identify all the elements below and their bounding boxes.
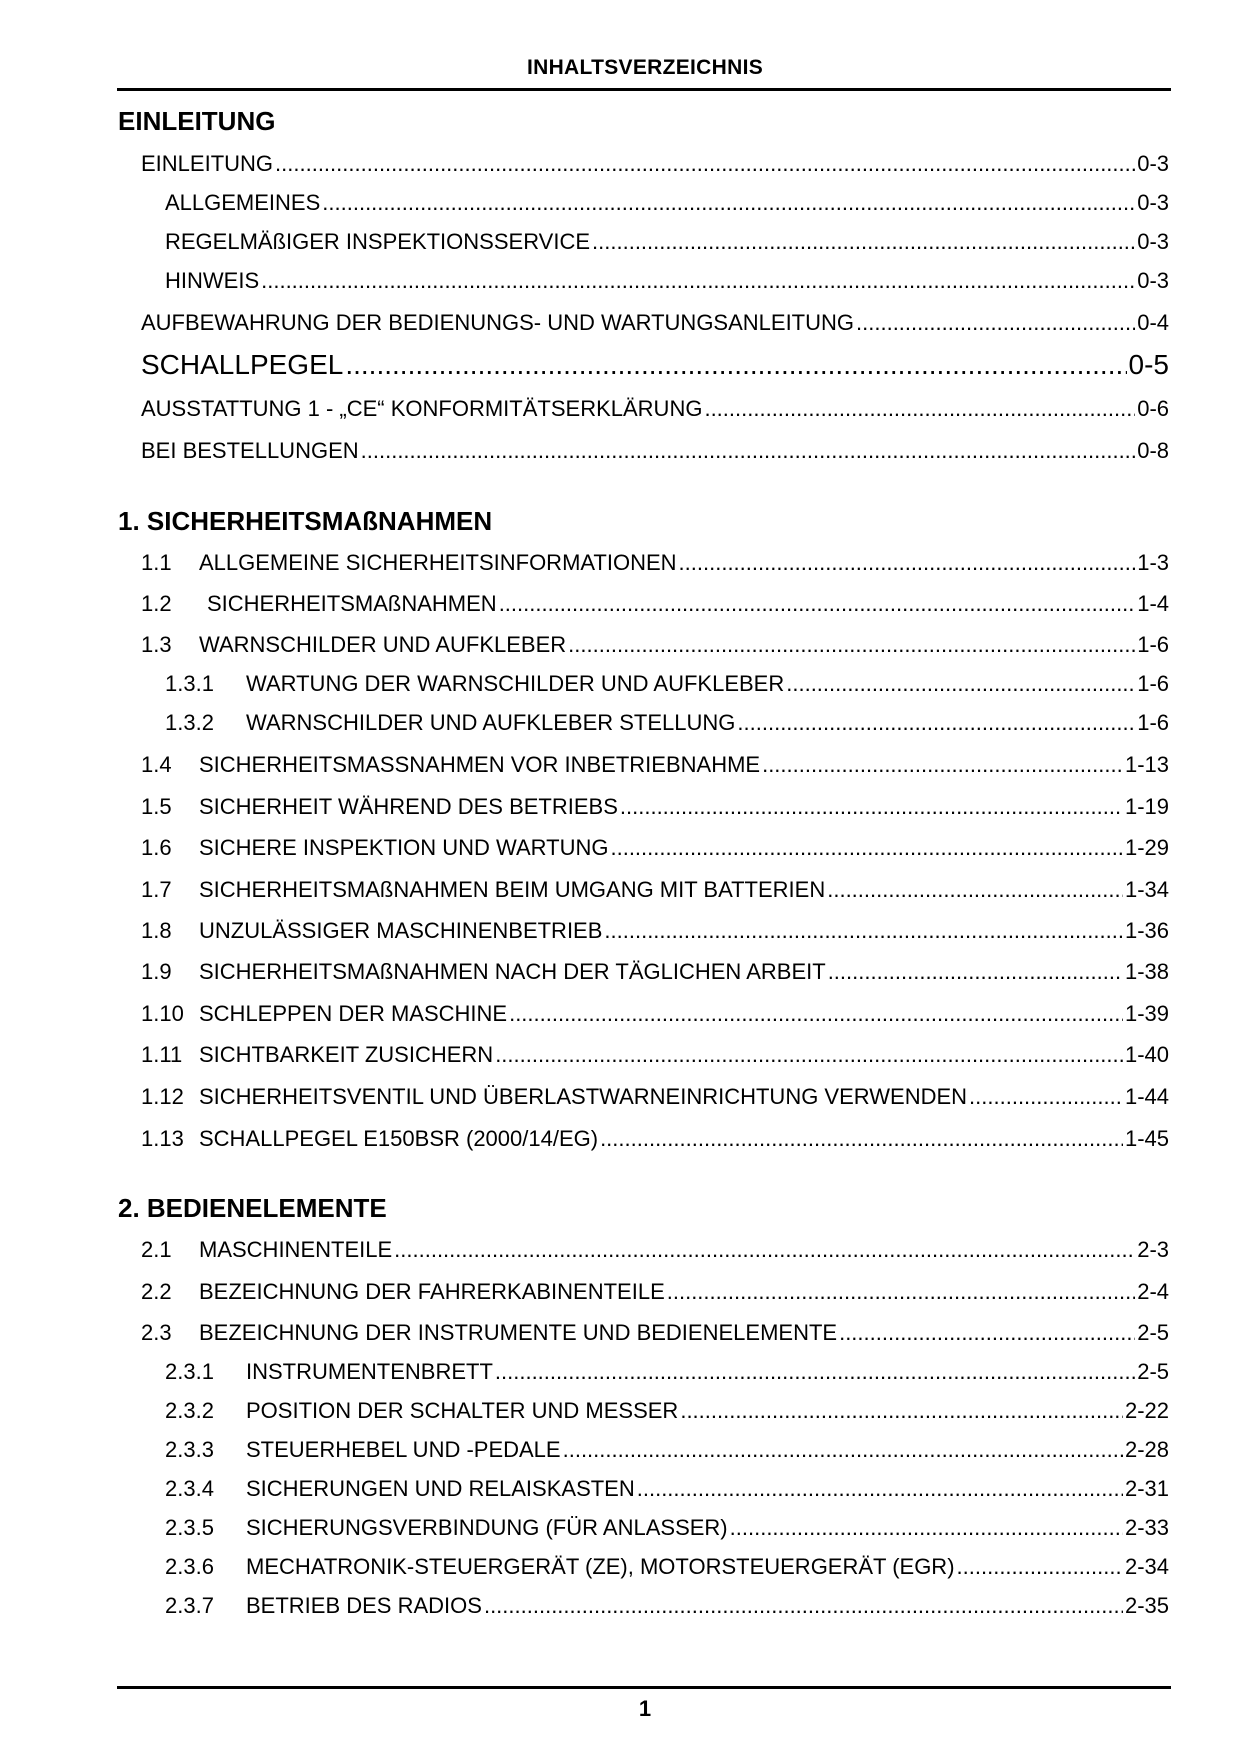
- toc-entry-page: 1-45: [1124, 1126, 1169, 1151]
- toc-entry-title: SCHALLPEGEL E150BSR (2000/14/EG): [199, 1126, 599, 1151]
- toc-entry-title: SICHERUNGSVERBINDUNG (FÜR ANLASSER): [246, 1515, 728, 1540]
- toc-entry[interactable]: [141, 916, 1169, 946]
- toc-leader-dots: [322, 188, 1135, 218]
- toc-leader-dots: [957, 1552, 1123, 1582]
- toc-entry-title: WARNSCHILDER UND AUFKLEBER STELLUNG: [246, 710, 736, 735]
- toc-entry[interactable]: [165, 1435, 1169, 1465]
- toc-entry[interactable]: [141, 589, 1169, 619]
- toc-entry-page: 2-35: [1124, 1593, 1169, 1618]
- toc-entry[interactable]: [165, 188, 1169, 218]
- toc-entry-title: SICHERHEITSVENTIL UND ÜBERLASTWARNEINRICHTUNG VERWENDEN: [199, 1084, 968, 1109]
- section-heading-einleitung: EINLEITUNG: [118, 106, 276, 136]
- toc-leader-dots: [839, 1318, 1135, 1348]
- toc-entry-page: 1-29: [1124, 835, 1169, 860]
- toc-leader-dots: [361, 436, 1136, 466]
- toc-entry[interactable]: [165, 1474, 1169, 1504]
- toc-entry-title: SICHERHEITSMAßNAHMEN BEIM UMGANG MIT BATTERIEN: [199, 877, 826, 902]
- toc-entry-title: SICHERUNGEN UND RELAISKASTEN: [246, 1476, 635, 1501]
- toc-entry-title: ALLGEMEINE SICHERHEITSINFORMATIONEN: [199, 550, 677, 575]
- toc-entry-title: SICHTBARKEIT ZUSICHERN: [199, 1042, 494, 1067]
- toc-entry[interactable]: [141, 1318, 1169, 1348]
- toc-entry-page: 2-22: [1124, 1398, 1169, 1423]
- toc-entry[interactable]: [141, 347, 1169, 383]
- toc-leader-dots: [345, 347, 1126, 383]
- toc-entry-page: 0-3: [1137, 268, 1169, 293]
- toc-entry-page: 0-8: [1137, 438, 1169, 463]
- toc-entry-title: MASCHINENTEILE: [199, 1237, 393, 1262]
- toc-entry-page: 2-5: [1137, 1320, 1169, 1345]
- toc-entry-title: HINWEIS: [165, 268, 260, 293]
- toc-entry[interactable]: [165, 266, 1169, 296]
- toc-entry[interactable]: [165, 669, 1169, 699]
- toc-entry-title: SICHERHEITSMASSNAHMEN VOR INBETRIEBNAHME: [199, 752, 761, 777]
- page-header-title: INHALTSVERZEICHNIS: [526, 56, 764, 79]
- toc-entry-page: 1-6: [1137, 632, 1169, 657]
- toc-entry-page: 1-6: [1137, 671, 1169, 696]
- toc-entry-title: AUSSTATTUNG 1 - „CE“ KONFORMITÄTSERKLÄRUNG: [141, 396, 703, 421]
- toc-entry[interactable]: [141, 792, 1169, 822]
- toc-entry[interactable]: [141, 999, 1169, 1029]
- toc-entry-title: AUFBEWAHRUNG DER BEDIENUNGS- UND WARTUNGSANLEITUNG: [141, 310, 855, 335]
- toc-entry[interactable]: [141, 1277, 1169, 1307]
- toc-leader-dots: [394, 1235, 1135, 1265]
- toc-leader-dots: [495, 1040, 1123, 1070]
- toc-entry[interactable]: [141, 630, 1169, 660]
- section-heading-controls: 2. BEDIENELEMENTE: [118, 1193, 387, 1223]
- toc-entry-page: 1-38: [1124, 959, 1169, 984]
- toc-leader-dots: [786, 669, 1135, 699]
- toc-entry[interactable]: [141, 875, 1169, 905]
- toc-entry-page: 1-44: [1124, 1084, 1169, 1109]
- toc-entry[interactable]: [165, 1357, 1169, 1387]
- toc-leader-dots: [969, 1082, 1123, 1112]
- toc-entry-number: 2.3: [141, 1320, 172, 1345]
- toc-leader-dots: [495, 1357, 1135, 1387]
- toc-leader-dots: [499, 589, 1136, 619]
- toc-entry-title: BEZEICHNUNG DER FAHRERKABINENTEILE: [199, 1279, 665, 1304]
- toc-entry[interactable]: [141, 1124, 1169, 1154]
- toc-leader-dots: [827, 875, 1123, 905]
- toc-entry-page: 1-19: [1124, 794, 1169, 819]
- toc-entry-page: 2-31: [1124, 1476, 1169, 1501]
- toc-entry-title: SICHERHEITSMAßNAHMEN NACH DER TÄGLICHEN ARBEIT: [199, 959, 826, 984]
- toc-entry-page: 2-34: [1124, 1554, 1169, 1579]
- toc-leader-dots: [563, 1435, 1123, 1465]
- toc-entry[interactable]: [141, 750, 1169, 780]
- toc-entry-title: STEUERHEBEL UND -PEDALE: [246, 1437, 561, 1462]
- toc-leader-dots: [856, 308, 1135, 338]
- toc-entry[interactable]: [141, 1082, 1169, 1112]
- toc-leader-dots: [610, 833, 1122, 863]
- toc-entry-page: 0-4: [1137, 310, 1169, 335]
- toc-entry-page: 1-34: [1124, 877, 1169, 902]
- toc-leader-dots: [680, 1396, 1123, 1426]
- toc-entry-number: 1.3: [141, 632, 172, 657]
- toc-entry-number: 1.11: [141, 1042, 183, 1067]
- toc-entry-page: 1-40: [1124, 1042, 1169, 1067]
- toc-entry-title: BEZEICHNUNG DER INSTRUMENTE UND BEDIENELEMENTE: [199, 1320, 838, 1345]
- toc-leader-dots: [620, 792, 1123, 822]
- toc-entry[interactable]: [141, 149, 1169, 179]
- toc-entry-page: 2-4: [1137, 1279, 1169, 1304]
- toc-entry[interactable]: [165, 708, 1169, 738]
- toc-entry-number: 1.6: [141, 835, 172, 860]
- toc-entry-number: 1.8: [141, 918, 172, 943]
- toc-entry-number: 1.10: [141, 1001, 184, 1026]
- toc-entry-title: BETRIEB DES RADIOS: [246, 1593, 482, 1618]
- toc-leader-dots: [637, 1474, 1123, 1504]
- toc-entry-number: 2.3.3: [165, 1437, 214, 1462]
- toc-entry-page: 2-28: [1124, 1437, 1169, 1462]
- toc-entry[interactable]: [165, 227, 1169, 257]
- toc-leader-dots: [762, 750, 1123, 780]
- page-number: 1: [638, 1696, 652, 1721]
- toc-entry[interactable]: [141, 548, 1169, 578]
- toc-entry-number: 1.1: [141, 550, 172, 575]
- toc-leader-dots: [604, 916, 1123, 946]
- toc-entry-page: 1-3: [1137, 550, 1169, 575]
- toc-entry[interactable]: [165, 1513, 1169, 1543]
- toc-leader-dots: [275, 149, 1135, 179]
- toc-entry-number: 1.12: [141, 1084, 184, 1109]
- toc-entry-title: BEI BESTELLUNGEN: [141, 438, 359, 463]
- toc-entry-page: 0-6: [1137, 396, 1169, 421]
- toc-entry-title: WARTUNG DER WARNSCHILDER UND AUFKLEBER: [246, 671, 785, 696]
- toc-entry-number: 2.3.7: [165, 1593, 214, 1618]
- toc-entry-number: 2.2: [141, 1279, 172, 1304]
- toc-leader-dots: [679, 548, 1136, 578]
- toc-entry-number: 2.3.6: [165, 1554, 214, 1579]
- footer-rule: [117, 1686, 1171, 1689]
- toc-entry-number: 2.3.5: [165, 1515, 214, 1540]
- toc-entry-title: ALLGEMEINES: [165, 190, 321, 215]
- toc-entry[interactable]: [165, 1396, 1169, 1426]
- toc-entry-title: MECHATRONIK-STEUERGERÄT (ZE), MOTORSTEUERGERÄT (EGR): [246, 1554, 955, 1579]
- toc-leader-dots: [737, 708, 1135, 738]
- toc-entry-number: 1.3.1: [165, 671, 214, 696]
- toc-entry-page: 1-36: [1124, 918, 1169, 943]
- section-heading-safety: 1. SICHERHEITSMAßNAHMEN: [118, 506, 493, 536]
- toc-entry-page: 0-3: [1137, 229, 1169, 254]
- toc-entry-page: 2-3: [1137, 1237, 1169, 1262]
- toc-entry-title: INSTRUMENTENBRETT: [246, 1359, 493, 1384]
- toc-entry-number: 2.3.2: [165, 1398, 214, 1423]
- toc-entry-page: 1-39: [1124, 1001, 1169, 1026]
- toc-leader-dots: [704, 394, 1135, 424]
- toc-entry-title: SICHERE INSPEKTION UND WARTUNG: [199, 835, 609, 860]
- toc-entry-page: 2-33: [1124, 1515, 1169, 1540]
- toc-entry[interactable]: [141, 957, 1169, 987]
- toc-entry-title: WARNSCHILDER UND AUFKLEBER: [199, 632, 567, 657]
- toc-entry-page: 1-4: [1137, 591, 1169, 616]
- toc-entry-number: 2.1: [141, 1237, 172, 1262]
- toc-leader-dots: [828, 957, 1123, 987]
- toc-entry-title: UNZULÄSSIGER MASCHINENBETRIEB: [199, 918, 603, 943]
- toc-entry-title: SICHERHEIT WÄHREND DES BETRIEBS: [199, 794, 618, 819]
- toc-entry-number: 2.3.1: [165, 1359, 214, 1384]
- toc-leader-dots: [667, 1277, 1135, 1307]
- toc-entry-page: 1-13: [1124, 752, 1169, 777]
- toc-entry-number: 1.2: [141, 591, 172, 616]
- toc-leader-dots: [730, 1513, 1123, 1543]
- toc-entry-number: 1.7: [141, 877, 172, 902]
- toc-entry-number: 1.4: [141, 752, 172, 777]
- toc-entry[interactable]: [141, 436, 1169, 466]
- toc-leader-dots: [600, 1124, 1123, 1154]
- toc-entry-number: 1.9: [141, 959, 172, 984]
- toc-entry[interactable]: [141, 833, 1169, 863]
- toc-entry-number: 1.5: [141, 794, 172, 819]
- toc-entry-page: 1-6: [1137, 710, 1169, 735]
- toc-leader-dots: [509, 999, 1123, 1029]
- toc-entry-title: REGELMÄßIGER INSPEKTIONSSERVICE: [165, 229, 591, 254]
- toc-leader-dots: [484, 1591, 1123, 1621]
- toc-leader-dots: [568, 630, 1135, 660]
- toc-leader-dots: [261, 266, 1135, 296]
- toc-entry-number: 1.3.2: [165, 710, 214, 735]
- toc-entry-title: POSITION DER SCHALTER UND MESSER: [246, 1398, 679, 1423]
- toc-entry-title: EINLEITUNG: [141, 151, 274, 176]
- toc-entry[interactable]: [141, 308, 1169, 338]
- toc-entry[interactable]: [165, 1552, 1169, 1582]
- toc-entry-number: 1.13: [141, 1126, 184, 1151]
- toc-entry-title: SCHALLPEGEL: [141, 349, 344, 380]
- toc-entry-page: 2-5: [1137, 1359, 1169, 1384]
- toc-leader-dots: [592, 227, 1135, 257]
- toc-entry-title: SICHERHEITSMAßNAHMEN: [207, 591, 497, 616]
- toc-entry[interactable]: [141, 1040, 1169, 1070]
- toc-entry-number: 2.3.4: [165, 1476, 214, 1501]
- toc-entry[interactable]: [141, 394, 1169, 424]
- toc-entry-title: SCHLEPPEN DER MASCHINE: [199, 1001, 508, 1026]
- toc-entry[interactable]: [165, 1591, 1169, 1621]
- toc-entry[interactable]: [141, 1235, 1169, 1265]
- toc-entry-page: 0-3: [1137, 151, 1169, 176]
- toc-entry-page: 0-5: [1128, 349, 1169, 380]
- toc-entry-page: 0-3: [1137, 190, 1169, 215]
